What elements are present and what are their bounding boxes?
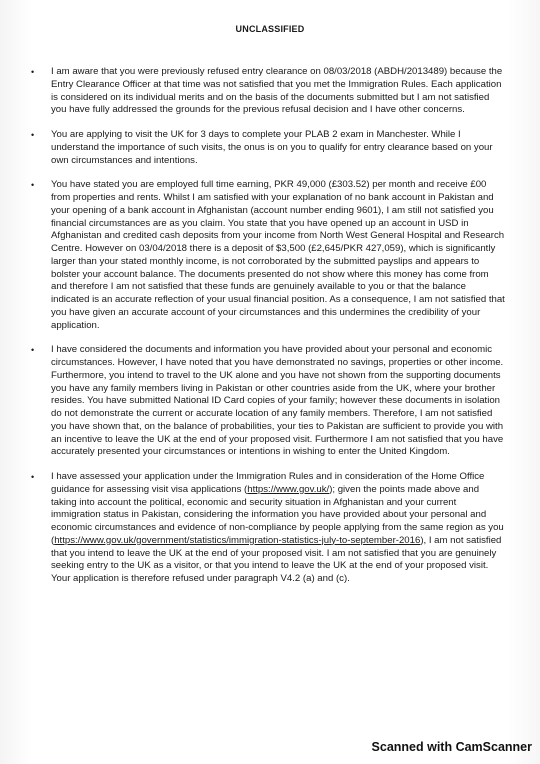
decision-text-b: ); given the points made above and taking into account the political, economic and security situation in Afghanistan and your current immigration status in Pakistan, considering the information you have provided about your personal and economic circumstances and evidence of non-compliance by people applying from the same region as you ( — [51, 483, 504, 546]
bullet-icon: • — [31, 130, 35, 140]
list-item — [28, 66, 506, 117]
paragraph-visit-purpose: You are applying to visit the UK for 3 days to complete your PLAB 2 exam in Manchester. While I understand the importance of such visits, the onus is on you to qualify for entry clearance based on your own circumstances and intentions. — [51, 129, 493, 166]
paragraph-previous-refusal: I am aware that you were previously refused entry clearance on 08/03/2018 (ABDH/2013489) because the Entry Clearance Officer at that time was not satisfied that you met the Immigration Rules. Each application is considered on its individual merits and on the basis of the documents submitted but I am not satisfied you have fully addressed the grounds for the previous refusal decision and I have other concerns. — [51, 66, 503, 116]
bullet-icon: • — [31, 67, 35, 77]
document-body — [28, 66, 506, 598]
decision-text-a: I have assessed your application under the Immigration Rules and in consideration of the Home Office guidance for assessing visit visa applications ( — [51, 471, 485, 495]
classification-header: UNCLASSIFIED — [235, 24, 305, 34]
bullet-icon: • — [31, 345, 35, 356]
list-item — [28, 129, 506, 167]
paragraph-ties-to-pakistan: I have considered the documents and information you have provided about your personal and economic circumstances. However, I have noted that you have demonstrated no savings, properties or other income. Furthermore, you intend to travel to the UK alone and you have not shown from the supporting documents you have any family members living in Pakistan or other countries aside from the UK, where your brother resides. You have submitted National ID Card copies of your family; however these documents in isolation do not demonstrate the current or accurate location of any family members. Therefore, I am not satisfied you have shown that, on the balance of probabilities, your ties to Pakistan are sufficient to provide you with an incentive to leave the UK at the end of your proposed visit. Furthermore I am not satisfied that you have accurately presented your circumstances or intentions in wishing to enter the United Kingdom. — [51, 344, 504, 458]
paragraph-financial-circumstances: You have stated you are employed full time earning, PKR 49,000 (£303.52) per month and receive £00 from properties and rents. Whilst I am satisfied with your explanation of no bank account in Pakistan and your opening of a bank account in Afghanistan (account number ending 9601), I am still not satisfied you financial circumstances are as you claim. You state that you have opened up an account in USD in Afghanistan and credited cash deposits from your income from North West General Hospital and Research Centre. However on 03/04/2018 there is a deposit of $3,500 (£2,645/PKR 427,059), which is significantly larger than your stated monthly income, is not corroborated by the submitted payslips and appears to bolster your account balance. The documents presented do not show where this money has come from and therefore I am not satisfied that these funds are genuinely available to you or that the balance indicated is an accurate reflection of your usual financial position. As a consequence, I am not satisfied that you have given an accurate account of your circumstances and this undermines the credibility of your application. — [51, 179, 505, 331]
list-item — [28, 344, 506, 459]
decision-text-c: ), I am not satisfied that you intend to leave the UK at the end of your proposed visit. I am not satisfied that you are genuinely seeking entry to the UK as a visitor, or that you intend to leave the UK at the end of your proposed visit. Your application is therefore refused under paragraph V4.2 (a) and (c). — [51, 534, 502, 584]
list-item — [28, 471, 506, 586]
list-item — [28, 179, 506, 332]
statistics-link[interactable]: https://www.gov.uk/government/statistics/immigration-statistics-july-to-september-2016 — [54, 534, 421, 546]
camscanner-watermark: Scanned with CamScanner — [371, 740, 532, 754]
bullet-icon: • — [31, 472, 35, 482]
paragraph-decision — [51, 471, 506, 586]
gov-uk-link[interactable]: https://www.gov.uk/ — [247, 483, 330, 495]
bullet-icon: • — [31, 180, 35, 191]
